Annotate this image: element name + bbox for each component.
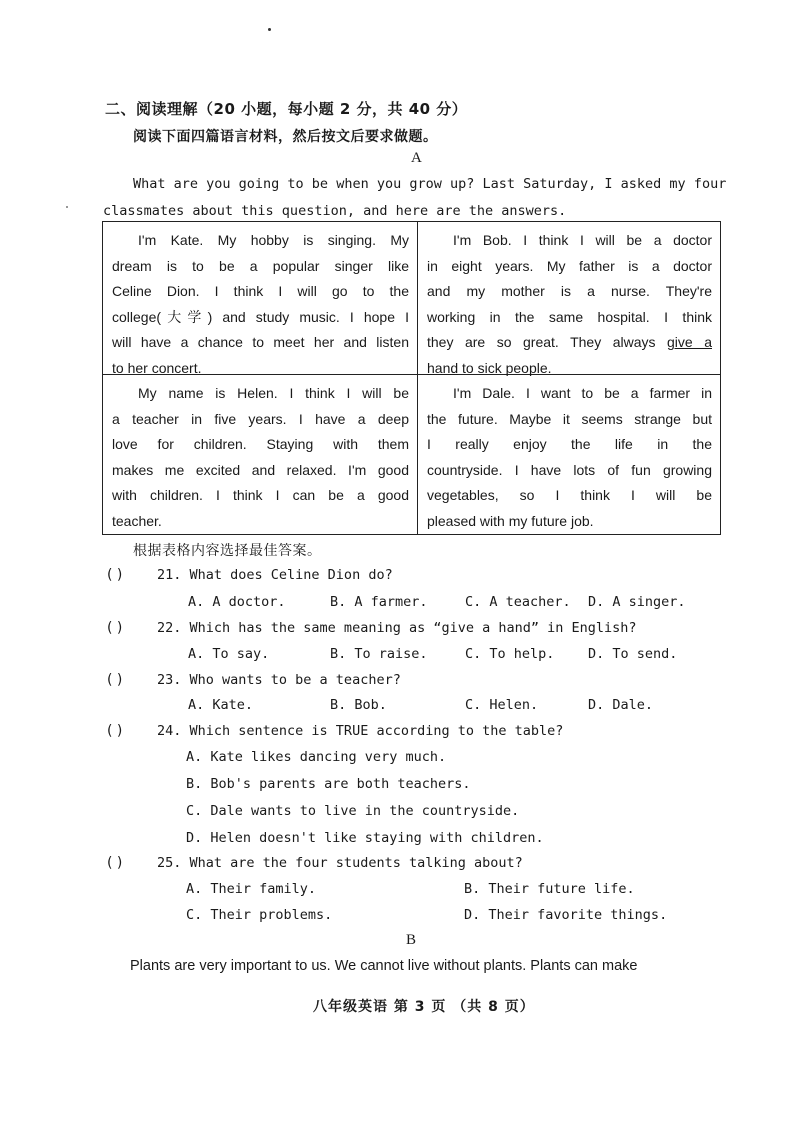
option-a: A. Kate. bbox=[188, 697, 254, 713]
cell-line: working in the same hospital. I think bbox=[427, 308, 712, 325]
answer-blank[interactable]: ( ) bbox=[107, 672, 123, 688]
passage-a-intro-line: What are you going to be when you grow up? Last Saturday, I asked my four bbox=[133, 176, 727, 192]
cell-line: and my mother is a nurse. They're bbox=[427, 283, 712, 300]
option-a: A. A doctor. bbox=[188, 594, 286, 610]
cell-line: in eight years. My father is a doctor bbox=[427, 257, 712, 274]
cell-line: love for children. Staying with them bbox=[112, 436, 409, 453]
cell-line-text: to sick people. bbox=[462, 359, 552, 376]
underlined-phrase: hand bbox=[427, 359, 459, 376]
answers-table bbox=[102, 221, 721, 535]
answer-blank[interactable]: ( ) bbox=[107, 620, 123, 636]
option-b: B. A farmer. bbox=[330, 594, 428, 610]
cell-line: to her concert. bbox=[112, 359, 202, 376]
option-c: C. Their problems. bbox=[186, 907, 333, 923]
cell-line: I'm Bob. I think I will be a doctor bbox=[453, 232, 712, 248]
section-title: 二、阅读理解（20 小题，每小题 2 分，共 40 分） bbox=[105, 100, 468, 118]
answer-blank[interactable]: ( ) bbox=[107, 723, 123, 739]
table-instruction: 根据表格内容选择最佳答案。 bbox=[133, 543, 322, 559]
passage-a-intro-line: classmates about this question, and here are the answers. bbox=[103, 203, 567, 219]
option-a: A. Kate likes dancing very much. bbox=[186, 749, 447, 765]
cell-line: I'm Kate. My hobby is singing. My bbox=[138, 232, 409, 248]
option-d: D. A singer. bbox=[588, 594, 686, 610]
cell-line: college(大学) and study music. I hope I bbox=[112, 308, 409, 325]
option-c: C. A teacher. bbox=[465, 594, 571, 610]
option-b: B. Bob's parents are both teachers. bbox=[186, 776, 471, 792]
section-instructions: 阅读下面四篇语言材料，然后按文后要求做题。 bbox=[133, 129, 438, 145]
cell-line-text: they are so great. They always bbox=[427, 334, 656, 351]
question-stem: 22. Which has the same meaning as “give a hand” in English? bbox=[157, 620, 637, 636]
option-b: B. Their future life. bbox=[464, 881, 635, 897]
question-stem: 25. What are the four students talking about? bbox=[157, 855, 523, 871]
cell-line: dream is to be a popular singer like bbox=[112, 257, 409, 274]
cell-line: I really enjoy the life in the bbox=[427, 436, 712, 453]
table-cell-dale bbox=[418, 375, 720, 535]
answer-blank[interactable]: ( ) bbox=[107, 855, 123, 871]
cell-line: teacher. bbox=[112, 512, 162, 529]
option-c: C. To help. bbox=[465, 646, 555, 662]
table-cell-kate bbox=[103, 222, 418, 375]
option-a: A. To say. bbox=[188, 646, 270, 662]
cell-line: with children. I think I can be a good bbox=[112, 487, 409, 504]
question-stem: 21. What does Celine Dion do? bbox=[157, 567, 393, 583]
cell-line: Celine Dion. I think I will go to the bbox=[112, 283, 409, 300]
cell-line: I'm Dale. I want to be a farmer in bbox=[453, 385, 712, 401]
cell-line: makes me excited and relaxed. I'm good bbox=[112, 461, 409, 478]
question-stem: 23. Who wants to be a teacher? bbox=[157, 672, 401, 688]
scan-speck bbox=[66, 206, 68, 208]
option-b: B. Bob. bbox=[330, 697, 387, 713]
cell-line: a teacher in five years. I have a deep bbox=[112, 410, 409, 427]
option-c: C. Dale wants to live in the countryside. bbox=[186, 803, 520, 819]
option-d: D. To send. bbox=[588, 646, 678, 662]
table-cell-bob bbox=[418, 222, 720, 375]
question-stem: 24. Which sentence is TRUE according to the table? bbox=[157, 723, 564, 739]
cell-line: countryside. I have lots of fun growing bbox=[427, 461, 712, 478]
passage-a-label: A bbox=[411, 150, 422, 166]
option-d: D. Dale. bbox=[588, 697, 654, 713]
scan-speck bbox=[268, 28, 271, 31]
option-c: C. Helen. bbox=[465, 697, 539, 713]
passage-b-label: B bbox=[406, 932, 417, 948]
cell-line: will have a chance to meet her and listen bbox=[112, 334, 409, 351]
answer-blank[interactable]: ( ) bbox=[107, 567, 123, 583]
cell-line bbox=[427, 330, 712, 356]
table-cell-helen bbox=[103, 375, 418, 535]
underlined-phrase: give a bbox=[667, 334, 712, 351]
passage-b-first-line: Plants are very important to us. We cannot live without plants. Plants can make bbox=[130, 958, 638, 974]
option-d: D. Their favorite things. bbox=[464, 907, 668, 923]
page-footer: 八年级英语 第 3 页 （共 8 页） bbox=[313, 999, 535, 1015]
option-b: B. To raise. bbox=[330, 646, 428, 662]
cell-line: the future. Maybe it seems strange but bbox=[427, 410, 712, 427]
option-a: A. Their family. bbox=[186, 881, 317, 897]
cell-line: My name is Helen. I think I will be bbox=[138, 385, 409, 401]
cell-line: vegetables, so I think I will be bbox=[427, 487, 712, 504]
cell-line: pleased with my future job. bbox=[427, 512, 594, 529]
option-d: D. Helen doesn't like staying with children. bbox=[186, 830, 544, 846]
